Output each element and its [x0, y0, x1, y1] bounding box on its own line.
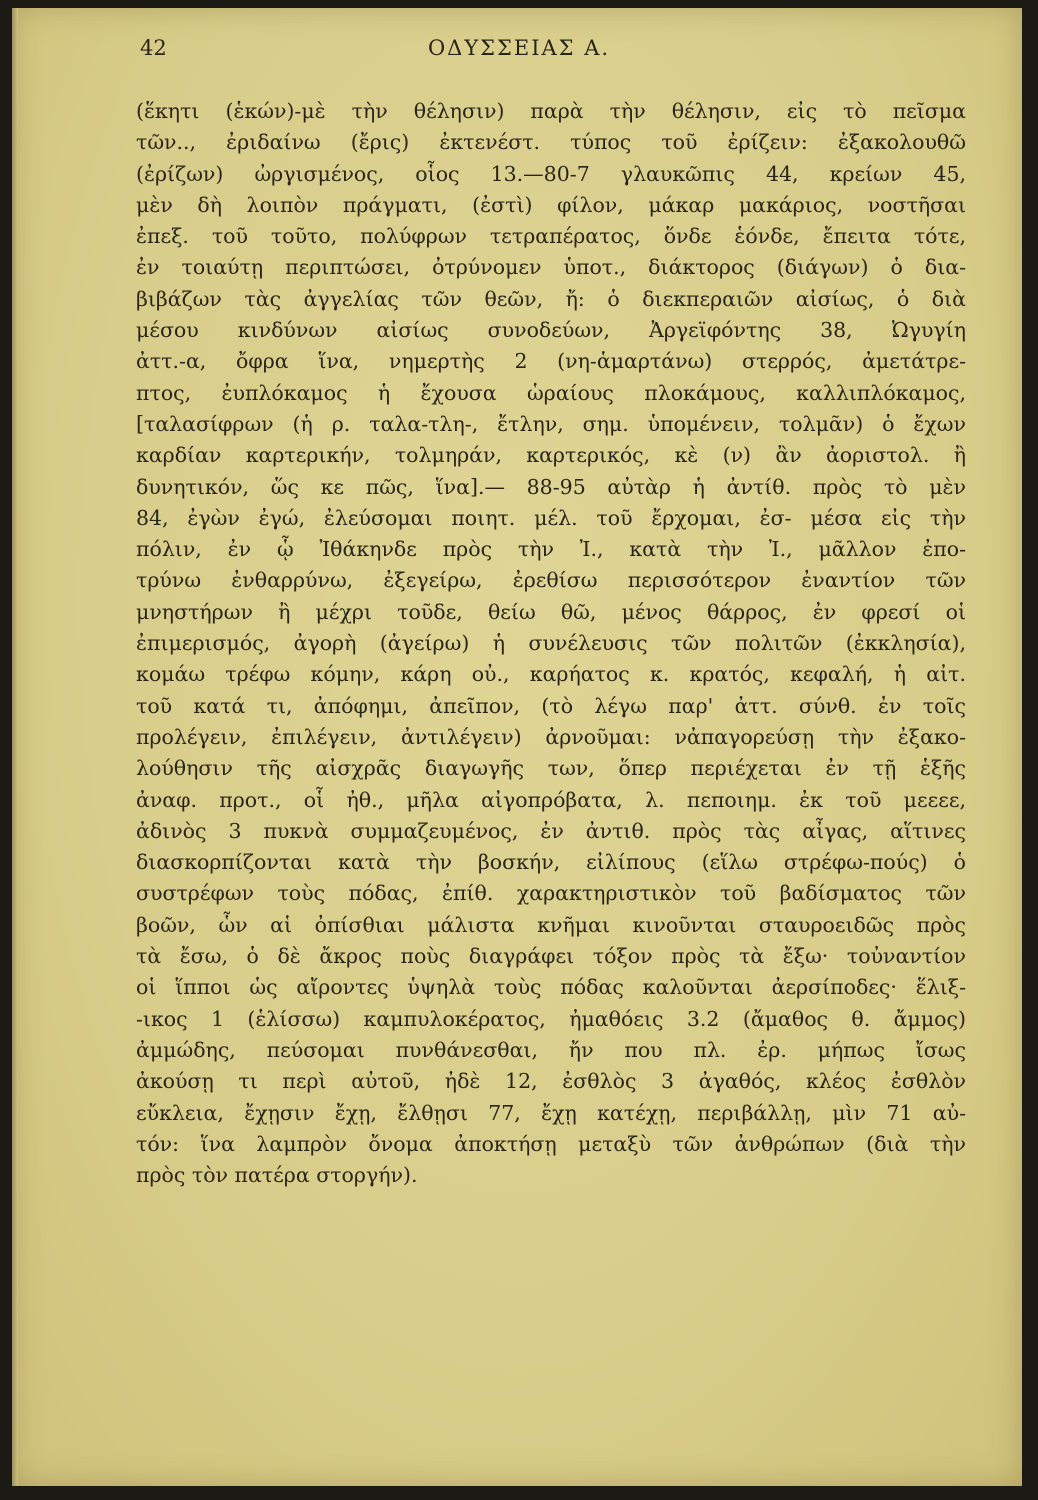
text-line: μνηστήρων ἢ μέχρι τοῦδε, θείω θῶ, μένος θάρρος, ἐν φρεσί οἱ	[136, 599, 966, 624]
text-line: κομάω τρέφω κόμην, κάρη οὐ., καρήατος κ. κρατός, κεφαλή, ἡ αἰτ.	[136, 662, 966, 687]
running-title: ΟΔΥΣΣΕΙΑΣ Α.	[427, 36, 611, 60]
text-line: ἀδινὸς 3 πυκνὰ συμμαζευμένος, ἐν ἀντιθ. πρὸς τὰς αἶγας, αἵτινες	[136, 818, 966, 843]
text-line: ἐν τοιαύτῃ περιπτώσει, ὀτρύνομεν ὑποτ., διάκτορος (διάγων) ὁ δια-	[136, 255, 966, 280]
text-line: [ταλασίφρων (ἡ ρ. ταλα-τλη-, ἔτλην, σημ. ὑπομένειν, τολμᾶν) ὁ ἔχων	[136, 411, 966, 436]
text-line: βοῶν, ὧν αἱ ὀπίσθιαι μάλιστα κνῆμαι κινοῦνται σταυροειδῶς πρὸς	[136, 912, 966, 937]
text-line: προλέγειν, ἐπιλέγειν, ἀντιλέγειν) ἀρνοῦμαι: νἀπαγορεύσῃ τὴν ἐξακο-	[136, 724, 966, 749]
text-line: 84, ἐγὼν ἐγώ, ἐλεύσομαι ποιητ. μέλ. τοῦ ἔρχομαι, ἐσ- μέσα εἰς τὴν	[136, 505, 966, 530]
page-header	[0, 36, 1038, 68]
text-line: (ἐρίζων) ὠργισμένος, οἷος 13.—80-7 γλαυκῶπις 44, κρείων 45,	[136, 161, 966, 186]
text-line: πρὸς τὸν πατέρα στοργήν).	[136, 1163, 418, 1188]
text-line: οἱ ἵπποι ὡς αἴροντες ὑψηλὰ τοὺς πόδας καλοῦνται ἀερσίποδες· ἕλιξ-	[136, 975, 966, 1000]
text-line: εὔκλεια, ἔχῃσιν ἔχῃ, ἔλθῃσι 77, ἔχῃ κατέχῃ, περιβάλλῃ, μὶν 71 αὐ-	[136, 1100, 966, 1125]
text-line: τρύνω ἐνθαρρύνω, ἐξεγείρω, ἐρεθίσω περισσότερον ἐναντίον τῶν	[136, 568, 966, 593]
commentary-text	[136, 96, 966, 1191]
page-edge	[12, 8, 18, 1486]
text-line: μέσου κινδύνων αἰσίως συνοδεύων, Ἀργεϊφόντης 38, Ὠγυγίη	[136, 318, 966, 343]
text-line: πτος, ἐυπλόκαμος ἡ ἔχουσα ὡραίους πλοκάμους, καλλιπλόκαμος,	[136, 380, 966, 405]
text-line: συστρέφων τοὺς πόδας, ἐπίθ. χαρακτηριστικὸν τοῦ βαδίσματος τῶν	[136, 881, 966, 906]
text-line: ἀμμώδης, πεύσομαι πυνθάνεσθαι, ἤν που πλ. ἐρ. μήπως ἴσως	[136, 1037, 966, 1062]
text-line: δυνητικόν, ὥς κε πῶς, ἵνα].— 88-95 αὐτὰρ ἡ ἀντίθ. πρὸς τὸ μὲν	[136, 474, 966, 499]
text-line: μὲν δὴ λοιπὸν πράγματι, (ἐστὶ) φίλον, μάκαρ μακάριος, νοστῆσαι	[136, 192, 966, 217]
text-line: βιβάζων τὰς ἀγγελίας τῶν θεῶν, ἤ: ὁ διεκπεραιῶν αἰσίως, ὁ διὰ	[136, 286, 966, 311]
text-line: ἐπιμερισμός, ἀγορὴ (ἀγείρω) ἡ συνέλευσις τῶν πολιτῶν (ἐκκλησία),	[136, 631, 966, 656]
text-line: λούθησιν τῆς αἰσχρᾶς διαγωγῆς των, ὅπερ περιέχεται ἐν τῇ ἑξῆς	[136, 756, 966, 781]
text-line: -ικος 1 (ἑλίσσω) καμπυλοκέρατος, ἠμαθόεις 3.2 (ἄμαθος θ. ἄμμος)	[136, 1006, 966, 1031]
text-line: τὰ ἔσω, ὁ δὲ ἄκρος ποὺς διαγράφει τόξον πρὸς τὰ ἔξω· τοὐναντίον	[136, 944, 966, 969]
text-line: τόν: ἵνα λαμπρὸν ὄνομα ἀποκτήσῃ μεταξὺ τῶν ἀνθρώπων (διὰ τὴν	[136, 1131, 966, 1156]
text-line: καρδίαν καρτερικήν, τολμηράν, καρτερικός, κὲ (ν) ἂν ἀοριστολ. ἢ	[136, 443, 966, 468]
page-number: 42	[140, 36, 167, 60]
text-line: ἀκούσῃ τι περὶ αὐτοῦ, ἠδὲ 12, ἐσθλὸς 3 ἀγαθός, κλέος ἐσθλὸν	[136, 1069, 966, 1094]
text-line: ἀττ.-α, ὄφρα ἵνα, νημερτὴς 2 (νη-ἁμαρτάνω) στερρός, ἀμετάτρε-	[136, 349, 966, 374]
text-line: τοῦ κατά τι, ἀπόφημι, ἀπεῖπον, (τὸ λέγω παρ' ἀττ. σύνθ. ἐν τοῖς	[136, 693, 966, 718]
text-line: τῶν.., ἐριδαίνω (ἔρις) ἐκτενέστ. τύπος τοῦ ἐρίζειν: ἐξακολουθῶ	[136, 130, 966, 155]
text-line: ἐπεξ. τοῦ τοῦτο, πολύφρων τετραπέρατος, ὅνδε ἑόνδε, ἔπειτα τότε,	[136, 224, 966, 249]
text-line: (ἕκητι (ἑκών)-μὲ τὴν θέλησιν) παρὰ τὴν θέλησιν, εἰς τὸ πεῖσμα	[136, 99, 966, 123]
text-line: διασκορπίζονται κατὰ τὴν βοσκήν, εἰλίπους (εἵλω στρέφω-πούς) ὁ	[136, 850, 966, 875]
text-line: πόλιν, ἐν ᾧ Ἰθάκηνδε πρὸς τὴν Ἰ., κατὰ τὴν Ἰ., μᾶλλον ἐπο-	[136, 537, 966, 562]
text-line: ἀναφ. προτ., οἷ ἠθ., μῆλα αἰγοπρόβατα, λ. πεποιημ. ἐκ τοῦ μεεεε,	[136, 787, 966, 812]
